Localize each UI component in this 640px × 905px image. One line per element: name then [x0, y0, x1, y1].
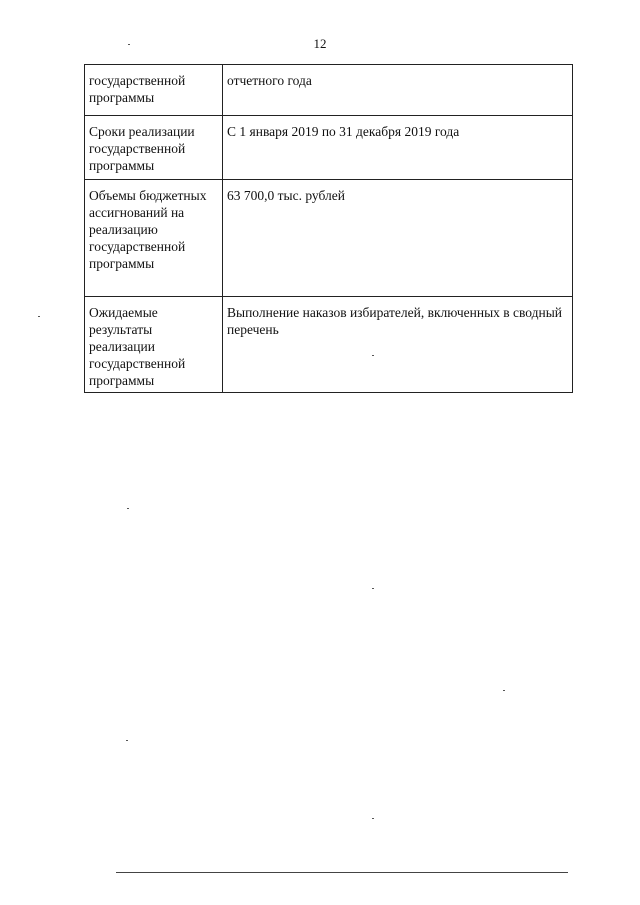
scan-speck [38, 316, 40, 317]
scan-speck [128, 44, 130, 45]
table-cell-label [85, 116, 223, 180]
table-cell-value [223, 180, 573, 297]
row-label-text: Ожидаемые результаты реализации государственной программы [89, 305, 186, 388]
row-value-text: С 1 января 2019 по 31 декабря 2019 года [227, 124, 460, 139]
table-cell-label [85, 297, 223, 393]
scan-speck [126, 740, 128, 741]
scan-speck [503, 690, 505, 691]
program-passport-table [84, 64, 573, 393]
row-value-text: 63 700,0 тыс. рублей [227, 188, 345, 203]
page-number: 12 [313, 36, 327, 51]
scan-speck [372, 355, 374, 356]
table-row [85, 297, 573, 393]
table-row [85, 116, 573, 180]
table-cell-value [223, 65, 573, 116]
footer-rule [116, 872, 568, 873]
row-label-text: Объемы бюджетных ассигнований на реализацию государственной программы [89, 188, 207, 271]
table-row [85, 65, 573, 116]
scan-speck [372, 588, 374, 589]
row-value-text: Выполнение наказов избирателей, включенных в сводный перечень [227, 305, 563, 337]
row-value-text: отчетного года [227, 73, 312, 88]
table-row [85, 180, 573, 297]
table-cell-label [85, 180, 223, 297]
scan-speck [372, 818, 374, 819]
row-label-text: Сроки реализации государственной программы [89, 124, 195, 173]
table-cell-value [223, 116, 573, 180]
table-cell-label [85, 65, 223, 116]
scan-speck [127, 508, 129, 509]
row-label-text: государственной программы [89, 73, 186, 105]
table-cell-value [223, 297, 573, 393]
